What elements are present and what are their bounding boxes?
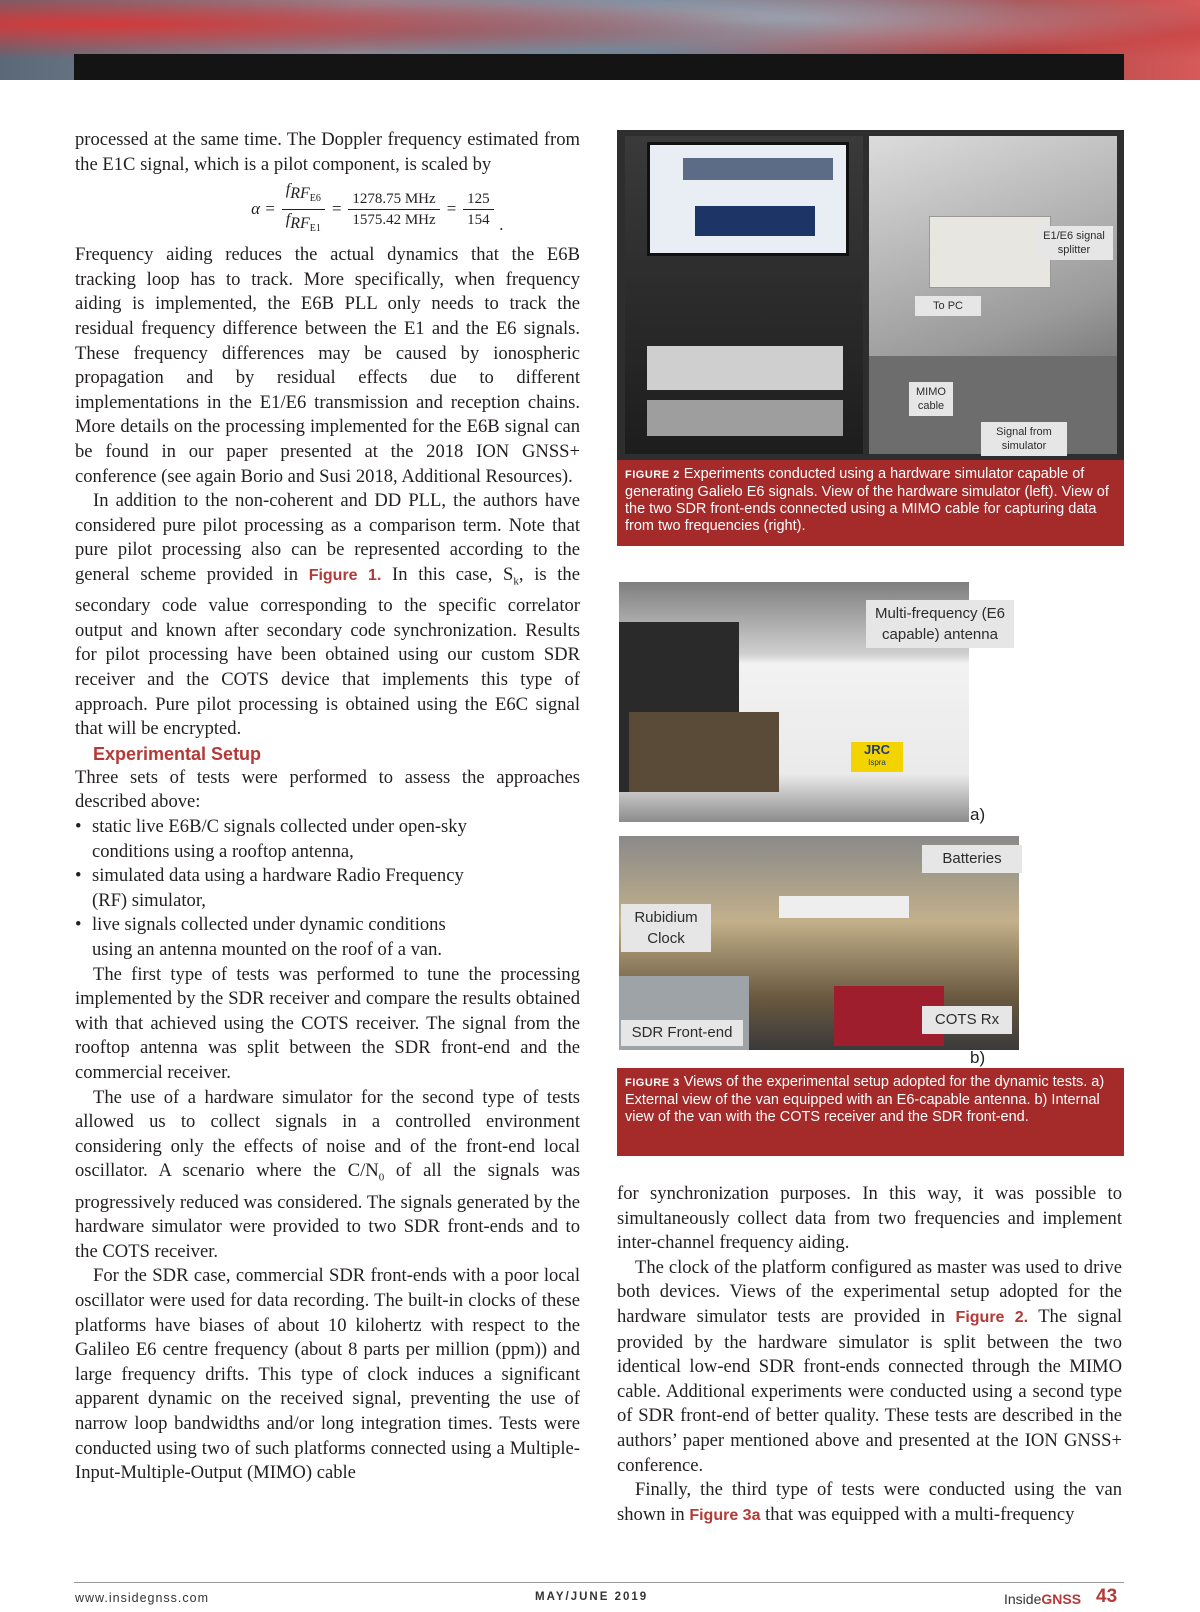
header-bar xyxy=(74,54,1124,80)
equation-ratio-fraction: $\frac{125}{154}$ xyxy=(463,189,494,230)
figure-3b-label: b) xyxy=(970,1048,986,1067)
left-column xyxy=(75,128,580,1486)
section-heading: Experimental Setup xyxy=(93,743,262,764)
list-item: • static live E6B/C signals collected under open-sky conditions using a rooftop antenna, xyxy=(75,815,477,864)
footer-brand: InsideGNSS xyxy=(1004,1591,1082,1607)
list-item: • live signals collected under dynamic conditions using an antenna mounted on the roof of a van. xyxy=(75,913,477,962)
hardware-simulator-photo xyxy=(625,136,863,454)
paragraph: In addition to the non-coherent and DD PLL, the authors have considered pure pilot processing as a comparison term. Note that pure pilot processing also can be represented according to the general scheme provided in Figure 1. In this case, $S_k$, is the secondary code value corresponding to the specific correlator output and known after secondary code synchronization. Results for pilot processing have been obtained using our custom SDR receiver and the COTS device that implements this type of approach. Pure pilot processing is obtained using the E6C signal that will be encrypted. xyxy=(75,490,580,740)
bullet-list xyxy=(75,815,580,963)
list-item: • simulated data using a hardware Radio Frequency (RF) simulator, xyxy=(75,864,477,913)
figure-3a-label: a) xyxy=(970,805,986,824)
footer-rule xyxy=(74,1582,1124,1583)
paragraph: Finally, the third type of tests were conducted using the van shown in Figure 3a that was equipped with a multi-frequency xyxy=(617,1479,1122,1525)
callout-to-pc: To PC xyxy=(915,296,981,316)
callout-rubidium-clock: Rubidium Clock xyxy=(621,904,711,952)
footer-url[interactable]: www.insidegnss.com xyxy=(75,1591,210,1605)
right-column xyxy=(617,1182,1122,1528)
paragraph: processed at the same time. The Doppler frequency estimated from the E1C signal, which is a pilot component, is scaled by xyxy=(75,129,580,175)
paragraph: The use of a hardware simulator for the second type of tests allowed us to collect signals in a controlled environment considering only the effects of noise and of the front-end local oscillator. A scenario where the $C/N_0$ of all the signals was progressively reduced was considered. The signals generated by the hardware simulator were provided to two SDR front-ends and to the COTS receiver. xyxy=(75,1086,580,1262)
equation-alpha: α = xyxy=(251,198,276,218)
callout-batteries: Batteries xyxy=(922,845,1022,873)
callout-signal-from-simulator: Signal from simulator xyxy=(981,422,1067,456)
figure-1-link[interactable]: Figure 1. xyxy=(308,566,382,584)
page-number: 43 xyxy=(1096,1586,1118,1607)
callout-splitter: E1/E6 signal splitter xyxy=(1035,226,1113,260)
paragraph: The first type of tests was performed to tune the processing implemented by the SDR receiver and compare the results obtained with that achieved using the COTS receiver. The signal from the rooftop antenna was split between the SDR front-end and the commercial receiver. xyxy=(75,963,580,1083)
figure-2-caption: FIGURE 2 Experiments conducted using a hardware simulator capable of generating Galielo E6 signals. View of the hardware simulator (left). View of the two SDR front-ends connected using a MIMO cable for capturing data from two frequencies (right). xyxy=(617,460,1124,546)
paragraph: for synchronization purposes. In this way, it was possible to simultaneously collect data from two frequencies and implement inter-channel frequency aiding. xyxy=(617,1183,1122,1254)
figure-3a-link[interactable]: Figure 3a xyxy=(689,1506,761,1524)
footer-date: MAY/JUNE 2019 xyxy=(535,1591,649,1603)
figure-2-link[interactable]: Figure 2. xyxy=(955,1308,1029,1326)
paragraph: The clock of the platform configured as master was used to drive both devices. Views of the experimental setup adopted for the hardware simulator tests are provided in Figure 2. The signal provided by the hardware simulator is split between the two identical low-end SDR front-ends connected through the MIMO cable. Additional experiments were conducted using a second type of SDR front-end of better quality. These tests are described in the authors’ paper mentioned above and presented at the ION GNSS+ conference. xyxy=(617,1256,1122,1476)
equation: α = $\frac{f_{RF_{E6}}}{f_{RF_{E1}}}$ = $\frac{\text{1278.75 MHz}}{\text{1575.42 MHz}}$ = $\frac{125}{154}$ . xyxy=(175,181,580,237)
paragraph: For the SDR case, commercial SDR front-ends with a poor local oscillator were used for data recording. The built-in clocks of these platforms have biases of about 10 kilohertz with respect to the Galileo E6 centre frequency (about 8 parts per million (ppm)) and large frequency drifts. This type of clock induces a significant apparent dynamic on the received signal, preventing the use of narrow loop bandwidths and/or long integration times. Tests were conducted using two of such platforms connected using a Multiple-Input-Multiple-Output (MIMO) cable xyxy=(75,1265,580,1484)
sdr-front-ends-photo xyxy=(869,136,1117,454)
equation-mhz-fraction: $\frac{\text{1278.75 MHz}}{\text{1575.42 MHz}}$ xyxy=(348,189,439,230)
callout-sdr-front-end: SDR Front-end xyxy=(621,1020,743,1046)
callout-cots-rx: COTS Rx xyxy=(922,1006,1012,1034)
figure-2 xyxy=(617,130,1124,460)
callout-antenna: Multi-frequency (E6 capable) antenna xyxy=(866,600,1014,648)
equation-frequency-fraction: $\frac{f_{RF_{E6}}}{f_{RF_{E1}}}$ xyxy=(282,180,325,239)
van-badge: JRC Ispra xyxy=(851,742,903,772)
figure-3-caption: FIGURE 3 Views of the experimental setup adopted for the dynamic tests. a) External view of the van equipped with an E6-capable antenna. b) Internal view of the van with the COTS receiver and the SDR front-end. xyxy=(617,1068,1124,1156)
paragraph: Three sets of tests were performed to assess the approaches described above: xyxy=(75,766,580,813)
paragraph: Frequency aiding reduces the actual dynamics that the E6B tracking loop has to track. More specifically, when frequency aiding is implemented, the E6B PLL only needs to track the residual frequency difference between the E1 and the E6 signals. These frequency differences may be caused by ionospheric propagation and by residual effects due to different implementations in the E1/E6 transmission and reception chains. More details on the processing implemented for the E6B signal can be found in our paper presented at the 2018 ION GNSS+ conference (see again Borio and Susi 2018, Additional Resources). xyxy=(75,244,580,487)
callout-mimo-cable: MIMO cable xyxy=(909,382,953,416)
